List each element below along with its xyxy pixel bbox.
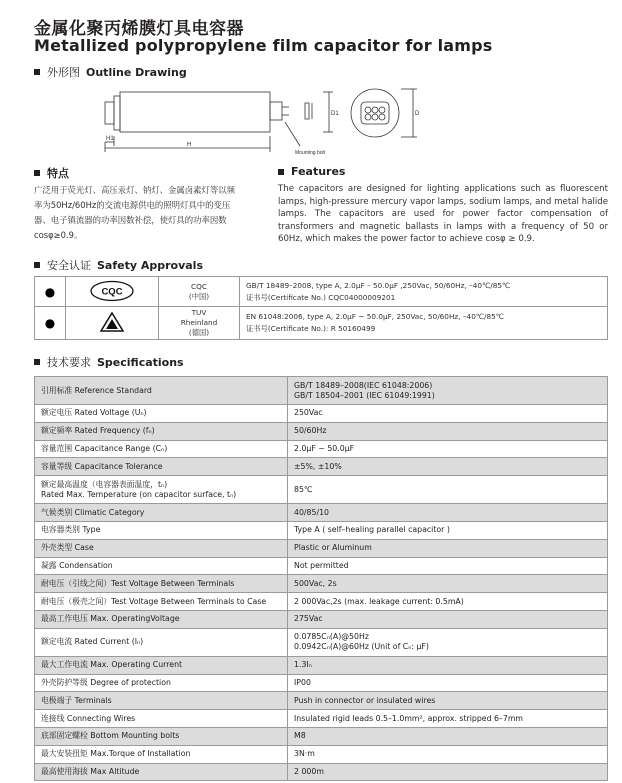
spec-value-text: 500Vac, 2s — [294, 578, 337, 588]
spec-value-text: 1.3Iₙ — [294, 660, 312, 670]
spec-row — [35, 593, 608, 611]
spec-value — [288, 377, 608, 405]
safety-certificate: 证书号(Certificate No.): R 50160499 — [246, 324, 376, 333]
spec-value — [288, 610, 608, 628]
safety-org — [159, 307, 240, 340]
safety-heading — [34, 257, 203, 273]
dim-label-h1: H1 — [106, 136, 114, 142]
spec-label-text: 外壳防护等级 Degree of protection — [41, 677, 171, 687]
spec-label-text: 容量范围 Capacitance Range (Cₙ) — [41, 443, 168, 453]
spec-value — [288, 539, 608, 557]
spec-label — [35, 763, 288, 781]
bullet-square — [34, 262, 40, 268]
spec-value-text: GB/T 18489–2008(IEC 61048:2006) — [294, 380, 433, 390]
spec-value-text: Insulated rigid leads 0.5–1.0mm², approx. stripped 6–7mm — [294, 713, 524, 723]
spec-label — [35, 377, 288, 405]
safety-table — [34, 276, 608, 340]
spec-label-text: 容量等级 Capacitance Tolerance — [41, 461, 163, 471]
safety-heading-cn: 安全认证 — [47, 259, 91, 272]
spec-label — [35, 575, 288, 593]
spec-value-text: 275Vac — [294, 614, 323, 624]
org-name: CQC — [191, 281, 207, 291]
spec-value-text: 85℃ — [294, 484, 313, 494]
org-name-line2: Rheinland — [180, 318, 218, 327]
spec-row — [35, 763, 608, 781]
spec-value-text: 50/60Hz — [294, 426, 327, 436]
spec-value — [288, 557, 608, 575]
spec-value-text: 250Vac — [294, 408, 323, 418]
tuv-logo — [66, 307, 159, 340]
spec-value-text: IP00 — [294, 677, 311, 687]
bullet-square — [278, 169, 284, 175]
spec-row — [35, 405, 608, 423]
features-heading-en — [278, 165, 345, 178]
safety-certificate: 证书号(Certificate No.) CQC04000009201 — [246, 292, 396, 302]
svg-text:CQC: CQC — [101, 286, 123, 297]
spec-value-text-line2: 0.0942Cₙ(A)@60Hz (Unit of Cₙ: μF) — [294, 642, 429, 652]
features-heading-en-text: Features — [291, 165, 346, 178]
spec-value — [288, 763, 608, 781]
spec-value — [288, 628, 608, 656]
spec-value-text: M8 — [294, 731, 306, 741]
features-text-cn: 广泛用于荧光灯、高压汞灯、钠灯、金属卤素灯等以频率为50Hz/60Hz的交流电源供电的照明灯具中的变压器、电子镇流器的功率因数补偿，使灯具的功率因数cosφ≥0.9。 — [34, 185, 235, 240]
spec-value-text: 2 000Vac,2s (max. leakage current: 0.5mA) — [294, 596, 464, 606]
spec-label — [35, 692, 288, 710]
spec-value-text: Not permitted — [294, 560, 349, 570]
spec-row — [35, 710, 608, 728]
spec-value-text-line2: GB/T 18504–2001 (IEC 61049:1991) — [294, 390, 435, 400]
outline-drawing — [95, 80, 455, 160]
spec-label-text-line2: Rated Max. Temperature (on capacitor surface, tₙ) — [41, 489, 237, 499]
spec-label — [35, 422, 288, 440]
spec-label-text: 外壳类型 Case — [41, 543, 94, 553]
title-chinese: 金属化聚丙烯膜灯具电容器 — [34, 19, 244, 39]
spec-label-text: 电容器类别 Type — [41, 525, 101, 535]
spec-row — [35, 692, 608, 710]
features-heading-cn — [34, 165, 69, 181]
spec-label-text: 额定频率 Rated Frequency (fₙ) — [41, 426, 155, 436]
spec-label — [35, 656, 288, 674]
spec-label-text: 最大安装扭矩 Max.Torque of Installation — [41, 749, 191, 759]
spec-label — [35, 476, 288, 504]
spec-value-text: Push in connector or insulated wires — [294, 695, 436, 705]
spec-row — [35, 575, 608, 593]
spec-row — [35, 674, 608, 692]
spec-row — [35, 656, 608, 674]
title-english: Metallized polypropylene film capacitor for lamps — [34, 36, 493, 55]
bullet-square — [34, 69, 40, 75]
safety-detail — [240, 277, 608, 307]
spec-value-text: Plastic or Aluminum — [294, 543, 372, 553]
dim-label-d1: D1 — [331, 111, 339, 117]
spec-label-text: 气候类别 Climatic Category — [41, 507, 145, 517]
spec-label — [35, 557, 288, 575]
spec-label — [35, 727, 288, 745]
mounting-flange — [114, 96, 120, 130]
outline-heading-en: Outline Drawing — [86, 65, 187, 79]
spec-value — [288, 521, 608, 539]
mounting-bolt-label: Mounting bolt — [295, 150, 326, 156]
spec-label — [35, 674, 288, 692]
spec-value-text: 2 000m — [294, 766, 324, 776]
spec-value — [288, 593, 608, 611]
spec-label — [35, 405, 288, 423]
spec-value-text: 3N·m — [294, 749, 315, 759]
spec-row — [35, 458, 608, 476]
spec-value — [288, 674, 608, 692]
specs-table — [34, 376, 608, 781]
specs-heading — [34, 354, 184, 370]
specs-heading-en: Specifications — [97, 355, 184, 369]
spec-row — [35, 440, 608, 458]
spec-value — [288, 710, 608, 728]
spec-value-text: 40/85/10 — [294, 507, 330, 517]
spec-label-text: 引用标准 Reference Standard — [41, 385, 152, 395]
terminal-block — [270, 102, 282, 120]
spec-row — [35, 727, 608, 745]
spec-row — [35, 504, 608, 522]
org-name: TUV — [191, 308, 207, 317]
spec-row — [35, 521, 608, 539]
spec-label-text: 连接线 Connecting Wires — [41, 713, 136, 723]
bullet-square — [34, 359, 40, 365]
spec-value — [288, 745, 608, 763]
safety-row — [35, 277, 608, 307]
spec-value — [288, 476, 608, 504]
spec-value-text: Type A ( self–healing parallel capacitor ) — [294, 525, 450, 535]
spec-label-text: 最高工作电压 Max. OperatingVoltage — [41, 614, 180, 624]
spec-row — [35, 476, 608, 504]
safety-detail — [240, 307, 608, 340]
cqc-logo — [66, 277, 159, 307]
features-heading-cn-text: 特点 — [47, 167, 69, 180]
spec-value — [288, 504, 608, 522]
features-text-en: The capacitors are designed for lighting applications such as fluorescent lamps, high-pressure mercury vapor lamps, sodium lamps, and metal halide lamps. The capacitors are used for power factor compensation of transformers and magnetic ballasts in lamps with a frequency of 50 or 60Hz, which makes the power factor to achieve cosφ ≥ 0.9. — [278, 184, 608, 245]
safety-standard: EN 61048:2006, type A, 2.0μF ~ 50.0μF, 250Vac, 50/60Hz, –40℃/85℃ — [246, 312, 504, 321]
spec-label-text: 额定最高温度（电容器表面温度，tₙ) — [41, 479, 168, 489]
spec-row — [35, 557, 608, 575]
spec-label — [35, 593, 288, 611]
specs-heading-cn: 技术要求 — [47, 356, 91, 369]
spec-row — [35, 422, 608, 440]
spec-label-text: 凝露 Condensation — [41, 560, 113, 570]
spec-label — [35, 610, 288, 628]
spec-label-text: 最高使用海拔 Max Altitude — [41, 766, 140, 776]
spec-row — [35, 610, 608, 628]
spec-value — [288, 727, 608, 745]
spec-row — [35, 539, 608, 557]
spec-label — [35, 539, 288, 557]
spec-label — [35, 521, 288, 539]
spec-label-text: 额定电流 Rated Current (Iₙ) — [41, 637, 144, 647]
spec-value — [288, 656, 608, 674]
dim-label-h: H — [187, 142, 192, 148]
spec-value — [288, 692, 608, 710]
cqc-logo-icon — [89, 280, 135, 302]
spec-label-text: 最大工作电流 Max. Operating Current — [41, 660, 183, 670]
spec-label — [35, 504, 288, 522]
spec-label — [35, 458, 288, 476]
spec-label — [35, 440, 288, 458]
tuv-triangle-icon — [99, 311, 125, 333]
outline-heading — [34, 64, 187, 80]
spec-label — [35, 628, 288, 656]
spec-value — [288, 405, 608, 423]
mounting-base — [105, 102, 114, 124]
spec-value — [288, 422, 608, 440]
spec-label — [35, 745, 288, 763]
spec-row — [35, 377, 608, 405]
org-country: (德国) — [188, 328, 210, 337]
spec-row — [35, 745, 608, 763]
safety-org — [159, 277, 240, 307]
spec-value — [288, 440, 608, 458]
spec-label-text: 耐电压（极壳之间）Test Voltage Between Terminals to Case — [41, 596, 267, 606]
safety-dot: ● — [35, 277, 66, 307]
spec-value-text: 2.0μF ~ 50.0μF — [294, 443, 355, 453]
safety-dot: ● — [35, 307, 66, 340]
spec-value — [288, 575, 608, 593]
bullet-square — [34, 170, 40, 176]
spec-value-text: 0.0785Cₙ(A)@50Hz — [294, 632, 369, 642]
capacitor-body — [120, 92, 270, 132]
spec-value-text: ±5%, ±10% — [294, 461, 342, 471]
org-country: (中国) — [188, 291, 210, 301]
safety-standard: GB/T 18489–2008, type A, 2.0μF – 50.0μF ,250Vac, 50/60Hz, –40℃/85℃ — [246, 280, 511, 290]
safety-row — [35, 307, 608, 340]
spec-label-text: 电极端子 Terminals — [41, 695, 112, 705]
spec-value — [288, 458, 608, 476]
safety-heading-en: Safety Approvals — [97, 258, 204, 272]
spec-label-text: 耐电压（引线之间）Test Voltage Between Terminals — [41, 578, 235, 588]
spec-label-text: 额定电压 Rated Voltage (Uₙ) — [41, 408, 147, 418]
outline-heading-cn: 外形图 — [47, 66, 80, 79]
spec-label — [35, 710, 288, 728]
spec-label-text: 底部固定螺栓 Bottom Mounting bolts — [41, 731, 180, 741]
dim-label-d: D — [415, 111, 420, 117]
spec-row — [35, 628, 608, 656]
